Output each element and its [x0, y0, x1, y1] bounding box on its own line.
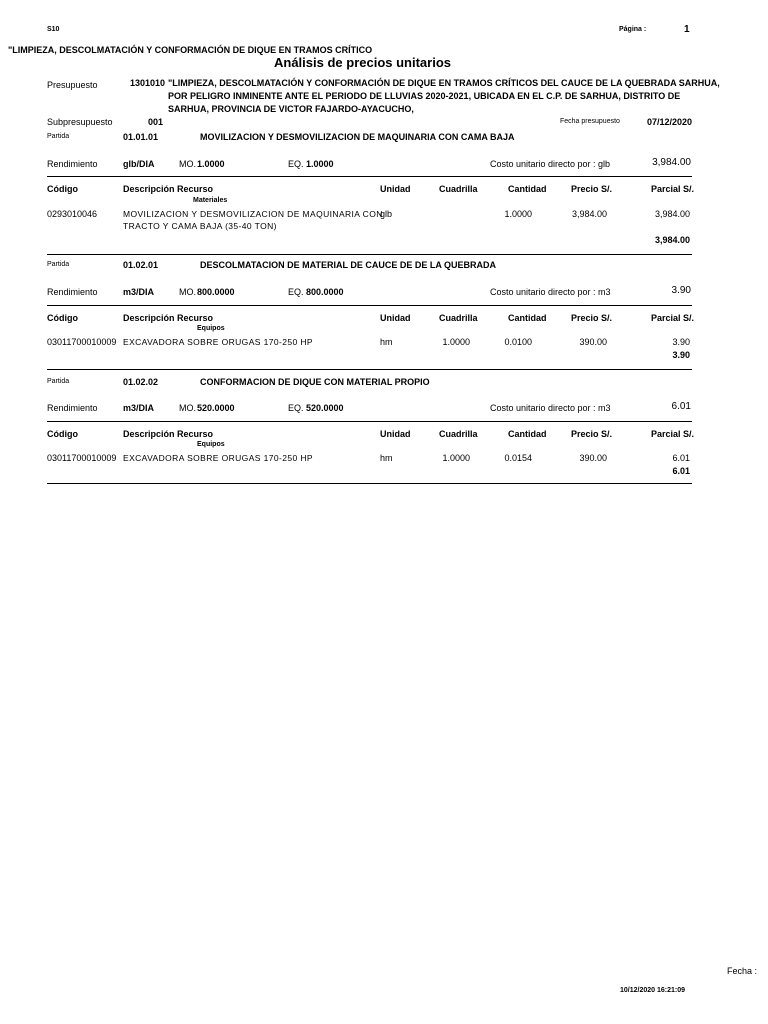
resource-group: Equipos — [197, 325, 225, 332]
divider — [47, 176, 692, 177]
group-total: 3.90 — [672, 350, 690, 360]
item-precio: 390.00 — [579, 337, 607, 347]
divider — [47, 483, 692, 484]
rendimiento-label: Rendimiento — [47, 403, 98, 413]
cost-value: 3.90 — [671, 285, 691, 296]
footer-timestamp: 10/12/2020 16:21:09 — [620, 987, 685, 994]
item-cantidad: 1.0000 — [504, 209, 532, 219]
col-descripcion: Descripción Recurso — [123, 429, 214, 439]
col-parcial: Parcial S/. — [651, 313, 695, 323]
item-unit: hm — [380, 453, 393, 463]
item-cantidad: 0.0100 — [504, 337, 532, 347]
col-precio: Precio S/. — [571, 429, 613, 439]
item-description-line-1: MOVILIZACION Y DESMOVILIZACION DE MAQUINARIA CON — [123, 209, 383, 219]
partida-label: Partida — [47, 378, 70, 385]
partida-name: DESCOLMATACION DE MATERIAL DE CAUCE DE DE LA QUEBRADA — [200, 260, 497, 270]
divider — [47, 421, 692, 422]
partida-code: 01.02.02 — [123, 377, 159, 387]
footer-date-label: Fecha : — [727, 966, 758, 976]
rendimiento-unit: m3/DIA — [123, 403, 155, 413]
item-precio: 390.00 — [579, 453, 607, 463]
col-unidad: Unidad — [380, 184, 411, 194]
cost-label: Costo unitario directo por : glb — [490, 159, 611, 169]
col-codigo: Código — [47, 313, 78, 323]
mo-value: 800.0000 — [197, 287, 235, 297]
item-parcial: 6.01 — [672, 453, 690, 463]
item-cuadrilla: 1.0000 — [442, 337, 470, 347]
eq-value: 1.0000 — [306, 159, 334, 169]
resource-group: Equipos — [197, 441, 225, 448]
partida-name: MOVILIZACION Y DESMOVILIZACION DE MAQUINARIA CON CAMA BAJA — [200, 132, 515, 142]
budget-name-line-3: SARHUA, PROVINCIA DE VICTOR FAJARDO-AYACUCHO, — [168, 104, 414, 114]
cost-label: Costo unitario directo por : m3 — [490, 287, 611, 297]
item-description-line-1: EXCAVADORA SOBRE ORUGAS 170-250 HP — [123, 337, 313, 347]
col-unidad: Unidad — [380, 313, 411, 323]
col-unidad: Unidad — [380, 429, 411, 439]
item-code: 0293010046 — [47, 209, 98, 219]
col-codigo: Código — [47, 429, 78, 439]
col-cantidad: Cantidad — [508, 184, 547, 194]
col-descripcion: Descripción Recurso — [123, 184, 214, 194]
partida-code: 01.02.01 — [123, 260, 159, 270]
partida-label: Partida — [47, 133, 70, 140]
mo-label: MO. — [179, 287, 196, 297]
rendimiento-unit: glb/DIA — [123, 159, 155, 169]
partida-label: Partida — [47, 261, 70, 268]
col-cuadrilla: Cuadrilla — [439, 313, 478, 323]
subbudget-label: Subpresupuesto — [47, 117, 113, 127]
mo-label: MO. — [179, 159, 196, 169]
budget-name-line-2: POR PELIGRO INMINENTE ANTE EL PERIODO DE LLUVIAS 2020-2021, UBICADA EN EL C.P. DE SARHUA, DISTRITO DE — [168, 91, 681, 101]
cost-label: Costo unitario directo por : m3 — [490, 403, 611, 413]
item-precio: 3,984.00 — [571, 209, 607, 219]
report-title: Análisis de precios unitarios — [274, 55, 451, 70]
partida-code: 01.01.01 — [123, 132, 159, 142]
mo-value: 520.0000 — [197, 403, 235, 413]
col-cuadrilla: Cuadrilla — [439, 184, 478, 194]
col-precio: Precio S/. — [571, 184, 613, 194]
resource-group: Materiales — [193, 197, 228, 204]
group-total: 3,984.00 — [654, 235, 690, 245]
project-short-title: "LIMPIEZA, DESCOLMATACIÓN Y CONFORMACIÓN DE DIQUE EN TRAMOS CRÍTICO — [8, 45, 373, 55]
page-label: Página : — [619, 26, 647, 33]
cost-value: 6.01 — [671, 401, 691, 412]
col-codigo: Código — [47, 184, 78, 194]
item-parcial: 3.90 — [672, 337, 690, 347]
cost-value: 3,984.00 — [652, 157, 691, 168]
col-cuadrilla: Cuadrilla — [439, 429, 478, 439]
item-code: 03011700010009 — [47, 453, 117, 463]
eq-value: 800.0000 — [306, 287, 344, 297]
group-total: 6.01 — [672, 466, 690, 476]
eq-value: 520.0000 — [306, 403, 344, 413]
item-unit: glb — [380, 209, 393, 219]
divider — [47, 305, 692, 306]
rendimiento-label: Rendimiento — [47, 159, 98, 169]
col-precio: Precio S/. — [571, 313, 613, 323]
col-cantidad: Cantidad — [508, 313, 547, 323]
mo-value: 1.0000 — [197, 159, 225, 169]
col-parcial: Parcial S/. — [651, 429, 695, 439]
budget-date-label: Fecha presupuesto — [560, 118, 620, 125]
item-cuadrilla: 1.0000 — [442, 453, 470, 463]
partida-name: CONFORMACION DE DIQUE CON MATERIAL PROPIO — [200, 377, 430, 387]
item-parcial: 3,984.00 — [654, 209, 690, 219]
rendimiento-label: Rendimiento — [47, 287, 98, 297]
mo-label: MO. — [179, 403, 196, 413]
budget-name-line-1: "LIMPIEZA, DESCOLMATACIÓN Y CONFORMACIÓN DE DIQUE EN TRAMOS CRÍTICOS DEL CAUCE DE LA QUEBRADA SARHUA, — [168, 78, 720, 88]
item-cantidad: 0.0154 — [504, 453, 532, 463]
eq-label: EQ. — [288, 403, 304, 413]
budget-date-value: 07/12/2020 — [647, 117, 693, 127]
eq-label: EQ. — [288, 287, 304, 297]
subbudget-code: 001 — [148, 117, 164, 127]
rendimiento-unit: m3/DIA — [123, 287, 155, 297]
col-parcial: Parcial S/. — [651, 184, 695, 194]
item-description-line-2: TRACTO Y CAMA BAJA (35-40 TON) — [123, 221, 277, 231]
divider — [47, 369, 692, 370]
system-code: S10 — [47, 26, 60, 33]
item-unit: hm — [380, 337, 393, 347]
col-descripcion: Descripción Recurso — [123, 313, 214, 323]
budget-code: 1301010 — [130, 78, 166, 88]
item-description-line-1: EXCAVADORA SOBRE ORUGAS 170-250 HP — [123, 453, 313, 463]
budget-label: Presupuesto — [47, 80, 98, 90]
divider — [47, 254, 692, 255]
page-number: 1 — [684, 24, 690, 35]
item-code: 03011700010009 — [47, 337, 117, 347]
eq-label: EQ. — [288, 159, 304, 169]
col-cantidad: Cantidad — [508, 429, 547, 439]
